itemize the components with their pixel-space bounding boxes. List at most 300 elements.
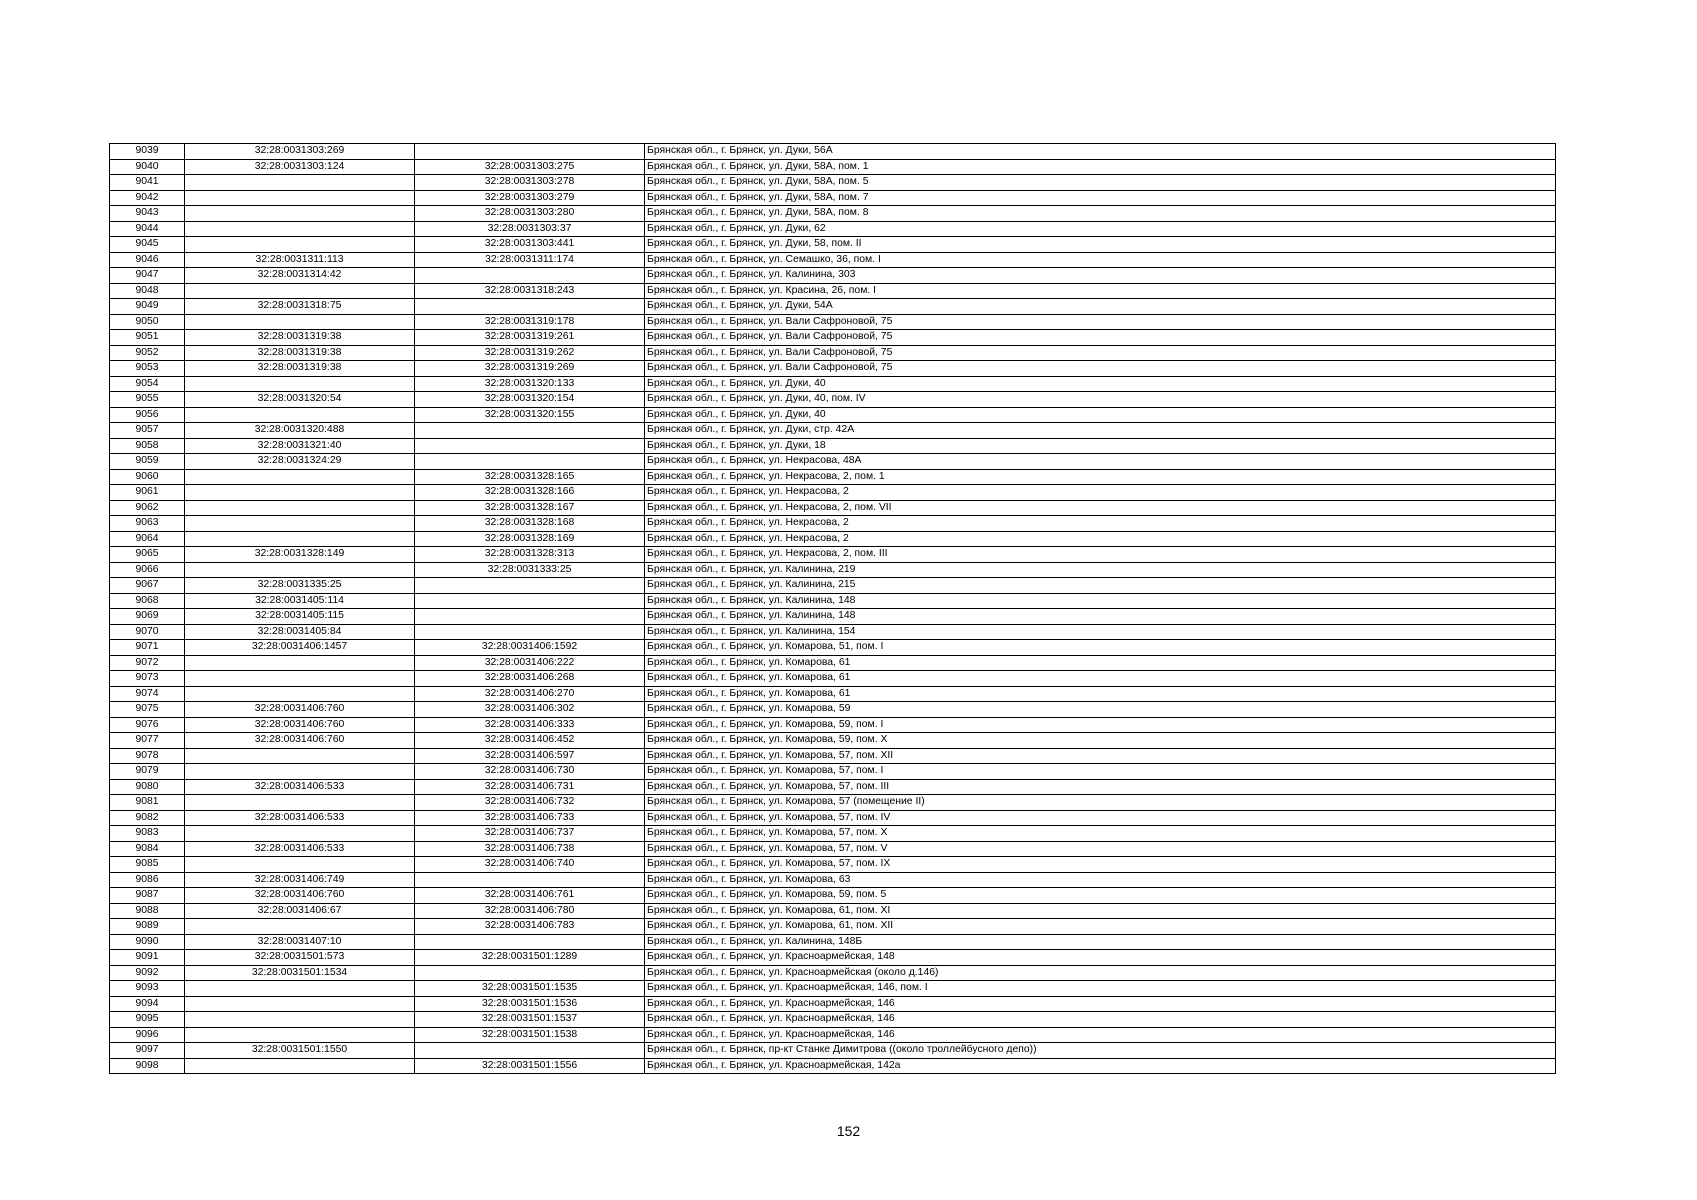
land-cadastral-number-cell: [185, 996, 415, 1012]
record-number-cell: 9070: [110, 624, 185, 640]
record-number-cell: 9064: [110, 531, 185, 547]
record-number-cell: 9049: [110, 299, 185, 315]
record-number-cell: 9044: [110, 221, 185, 237]
table-row: [110, 221, 1556, 237]
record-number-cell: 9081: [110, 795, 185, 811]
record-number-cell: 9063: [110, 516, 185, 532]
address-cell: Брянская обл., г. Брянск, ул. Семашко, 36, пом. I: [645, 252, 1556, 268]
address-cell: Брянская обл., г. Брянск, ул. Вали Сафроновой, 75: [645, 345, 1556, 361]
object-cadastral-number-cell: 32:28:0031406:333: [415, 717, 645, 733]
record-number-cell: 9074: [110, 686, 185, 702]
land-cadastral-number-cell: [185, 1012, 415, 1028]
record-number-cell: 9077: [110, 733, 185, 749]
land-cadastral-number-cell: 32:28:0031406:533: [185, 779, 415, 795]
land-cadastral-number-cell: [185, 686, 415, 702]
table-row: [110, 516, 1556, 532]
address-cell: Брянская обл., г. Брянск, ул. Калинина, 148: [645, 593, 1556, 609]
address-cell: Брянская обл., г. Брянск, ул. Некрасова, 2: [645, 485, 1556, 501]
address-cell: Брянская обл., г. Брянск, пр-кт Станке Димитрова ((около троллейбусного депо)): [645, 1043, 1556, 1059]
object-cadastral-number-cell: 32:28:0031406:302: [415, 702, 645, 718]
table-row: [110, 872, 1556, 888]
object-cadastral-number-cell: 32:28:0031406:733: [415, 810, 645, 826]
land-cadastral-number-cell: [185, 206, 415, 222]
object-cadastral-number-cell: 32:28:0031319:269: [415, 361, 645, 377]
table-row: [110, 144, 1556, 160]
land-cadastral-number-cell: [185, 516, 415, 532]
object-cadastral-number-cell: 32:28:0031406:452: [415, 733, 645, 749]
record-number-cell: 9067: [110, 578, 185, 594]
land-cadastral-number-cell: 32:28:0031406:533: [185, 810, 415, 826]
table-row: [110, 624, 1556, 640]
object-cadastral-number-cell: 32:28:0031406:738: [415, 841, 645, 857]
land-cadastral-number-cell: 32:28:0031311:113: [185, 252, 415, 268]
address-cell: Брянская обл., г. Брянск, ул. Красноармейская, 146: [645, 1027, 1556, 1043]
object-cadastral-number-cell: 32:28:0031406:1592: [415, 640, 645, 656]
address-cell: Брянская обл., г. Брянск, ул. Дуки, 62: [645, 221, 1556, 237]
land-cadastral-number-cell: [185, 376, 415, 392]
land-cadastral-number-cell: [185, 531, 415, 547]
land-cadastral-number-cell: [185, 826, 415, 842]
address-cell: Брянская обл., г. Брянск, ул. Калинина, 148Б: [645, 934, 1556, 950]
record-number-cell: 9094: [110, 996, 185, 1012]
land-cadastral-number-cell: 32:28:0031319:38: [185, 345, 415, 361]
land-cadastral-number-cell: [185, 857, 415, 873]
table-row: [110, 423, 1556, 439]
object-cadastral-number-cell: [415, 1043, 645, 1059]
address-cell: Брянская обл., г. Брянск, ул. Некрасова, 2: [645, 516, 1556, 532]
record-number-cell: 9091: [110, 950, 185, 966]
address-cell: Брянская обл., г. Брянск, ул. Вали Сафроновой, 75: [645, 361, 1556, 377]
table-row: [110, 981, 1556, 997]
record-number-cell: 9097: [110, 1043, 185, 1059]
table-row: [110, 810, 1556, 826]
table-row: [110, 950, 1556, 966]
record-number-cell: 9082: [110, 810, 185, 826]
object-cadastral-number-cell: [415, 438, 645, 454]
table-row: [110, 826, 1556, 842]
record-number-cell: 9039: [110, 144, 185, 160]
record-number-cell: 9059: [110, 454, 185, 470]
table-row: [110, 531, 1556, 547]
land-cadastral-number-cell: 32:28:0031319:38: [185, 361, 415, 377]
address-cell: Брянская обл., г. Брянск, ул. Калинина, 148: [645, 609, 1556, 625]
land-cadastral-number-cell: 32:28:0031406:760: [185, 888, 415, 904]
record-number-cell: 9060: [110, 469, 185, 485]
address-cell: Брянская обл., г. Брянск, ул. Комарова, 61, пом. XI: [645, 903, 1556, 919]
table-row: [110, 733, 1556, 749]
record-number-cell: 9051: [110, 330, 185, 346]
land-cadastral-number-cell: 32:28:0031406:533: [185, 841, 415, 857]
address-cell: Брянская обл., г. Брянск, ул. Дуки, 58А, пом. 5: [645, 175, 1556, 191]
object-cadastral-number-cell: [415, 624, 645, 640]
object-cadastral-number-cell: 32:28:0031406:780: [415, 903, 645, 919]
land-cadastral-number-cell: [185, 748, 415, 764]
record-number-cell: 9093: [110, 981, 185, 997]
object-cadastral-number-cell: [415, 872, 645, 888]
address-cell: Брянская обл., г. Брянск, ул. Комарова, 57, пом. XII: [645, 748, 1556, 764]
object-cadastral-number-cell: 32:28:0031328:313: [415, 547, 645, 563]
address-cell: Брянская обл., г. Брянск, ул. Комарова, 57, пом. I: [645, 764, 1556, 780]
table-row: [110, 206, 1556, 222]
object-cadastral-number-cell: 32:28:0031319:262: [415, 345, 645, 361]
registry-table-body: [110, 144, 1556, 1074]
object-cadastral-number-cell: 32:28:0031303:279: [415, 190, 645, 206]
land-cadastral-number-cell: 32:28:0031501:573: [185, 950, 415, 966]
land-cadastral-number-cell: 32:28:0031407:10: [185, 934, 415, 950]
table-row: [110, 717, 1556, 733]
object-cadastral-number-cell: 32:28:0031406:597: [415, 748, 645, 764]
object-cadastral-number-cell: [415, 144, 645, 160]
table-row: [110, 159, 1556, 175]
record-number-cell: 9050: [110, 314, 185, 330]
address-cell: Брянская обл., г. Брянск, ул. Некрасова, 2: [645, 531, 1556, 547]
object-cadastral-number-cell: 32:28:0031501:1536: [415, 996, 645, 1012]
table-row: [110, 841, 1556, 857]
address-cell: Брянская обл., г. Брянск, ул. Дуки, 56А: [645, 144, 1556, 160]
object-cadastral-number-cell: [415, 454, 645, 470]
object-cadastral-number-cell: 32:28:0031406:737: [415, 826, 645, 842]
object-cadastral-number-cell: 32:28:0031333:25: [415, 562, 645, 578]
address-cell: Брянская обл., г. Брянск, ул. Комарова, 61: [645, 671, 1556, 687]
table-row: [110, 299, 1556, 315]
object-cadastral-number-cell: 32:28:0031406:783: [415, 919, 645, 935]
address-cell: Брянская обл., г. Брянск, ул. Калинина, 215: [645, 578, 1556, 594]
object-cadastral-number-cell: 32:28:0031501:1537: [415, 1012, 645, 1028]
land-cadastral-number-cell: 32:28:0031406:760: [185, 717, 415, 733]
record-number-cell: 9054: [110, 376, 185, 392]
record-number-cell: 9080: [110, 779, 185, 795]
record-number-cell: 9046: [110, 252, 185, 268]
land-cadastral-number-cell: 32:28:0031324:29: [185, 454, 415, 470]
table-row: [110, 283, 1556, 299]
object-cadastral-number-cell: 32:28:0031406:732: [415, 795, 645, 811]
record-number-cell: 9072: [110, 655, 185, 671]
record-number-cell: 9055: [110, 392, 185, 408]
address-cell: Брянская обл., г. Брянск, ул. Вали Сафроновой, 75: [645, 314, 1556, 330]
record-number-cell: 9068: [110, 593, 185, 609]
table-row: [110, 655, 1556, 671]
table-row: [110, 1012, 1556, 1028]
land-cadastral-number-cell: [185, 469, 415, 485]
land-cadastral-number-cell: [185, 407, 415, 423]
land-cadastral-number-cell: [185, 562, 415, 578]
address-cell: Брянская обл., г. Брянск, ул. Вали Сафроновой, 75: [645, 330, 1556, 346]
object-cadastral-number-cell: 32:28:0031320:155: [415, 407, 645, 423]
object-cadastral-number-cell: 32:28:0031406:268: [415, 671, 645, 687]
address-cell: Брянская обл., г. Брянск, ул. Комарова, 57, пом. IV: [645, 810, 1556, 826]
table-row: [110, 996, 1556, 1012]
record-number-cell: 9073: [110, 671, 185, 687]
table-row: [110, 779, 1556, 795]
object-cadastral-number-cell: 32:28:0031303:275: [415, 159, 645, 175]
land-cadastral-number-cell: [185, 919, 415, 935]
object-cadastral-number-cell: 32:28:0031328:169: [415, 531, 645, 547]
table-row: [110, 702, 1556, 718]
record-number-cell: 9089: [110, 919, 185, 935]
address-cell: Брянская обл., г. Брянск, ул. Красноармейская, 148: [645, 950, 1556, 966]
land-cadastral-number-cell: 32:28:0031406:1457: [185, 640, 415, 656]
address-cell: Брянская обл., г. Брянск, ул. Некрасова, 48А: [645, 454, 1556, 470]
table-row: [110, 748, 1556, 764]
address-cell: Брянская обл., г. Брянск, ул. Дуки, 18: [645, 438, 1556, 454]
object-cadastral-number-cell: 32:28:0031328:168: [415, 516, 645, 532]
table-row: [110, 934, 1556, 950]
record-number-cell: 9056: [110, 407, 185, 423]
object-cadastral-number-cell: 32:28:0031406:270: [415, 686, 645, 702]
address-cell: Брянская обл., г. Брянск, ул. Дуки, стр. 42А: [645, 423, 1556, 439]
table-row: [110, 562, 1556, 578]
object-cadastral-number-cell: 32:28:0031406:740: [415, 857, 645, 873]
record-number-cell: 9086: [110, 872, 185, 888]
record-number-cell: 9042: [110, 190, 185, 206]
object-cadastral-number-cell: [415, 609, 645, 625]
address-cell: Брянская обл., г. Брянск, ул. Красина, 26, пом. I: [645, 283, 1556, 299]
table-row: [110, 640, 1556, 656]
land-cadastral-number-cell: 32:28:0031314:42: [185, 268, 415, 284]
record-number-cell: 9057: [110, 423, 185, 439]
object-cadastral-number-cell: [415, 268, 645, 284]
land-cadastral-number-cell: [185, 1058, 415, 1074]
land-cadastral-number-cell: [185, 795, 415, 811]
record-number-cell: 9043: [110, 206, 185, 222]
object-cadastral-number-cell: 32:28:0031311:174: [415, 252, 645, 268]
address-cell: Брянская обл., г. Брянск, ул. Дуки, 40: [645, 376, 1556, 392]
land-cadastral-number-cell: 32:28:0031319:38: [185, 330, 415, 346]
object-cadastral-number-cell: 32:28:0031303:37: [415, 221, 645, 237]
object-cadastral-number-cell: 32:28:0031303:280: [415, 206, 645, 222]
table-row: [110, 919, 1556, 935]
table-row: [110, 1058, 1556, 1074]
land-cadastral-number-cell: 32:28:0031303:124: [185, 159, 415, 175]
table-row: [110, 469, 1556, 485]
object-cadastral-number-cell: 32:28:0031501:1556: [415, 1058, 645, 1074]
object-cadastral-number-cell: 32:28:0031328:165: [415, 469, 645, 485]
land-cadastral-number-cell: 32:28:0031328:149: [185, 547, 415, 563]
address-cell: Брянская обл., г. Брянск, ул. Дуки, 58А, пом. 1: [645, 159, 1556, 175]
record-number-cell: 9048: [110, 283, 185, 299]
address-cell: Брянская обл., г. Брянск, ул. Дуки, 40: [645, 407, 1556, 423]
land-cadastral-number-cell: 32:28:0031406:749: [185, 872, 415, 888]
land-cadastral-number-cell: [185, 981, 415, 997]
address-cell: Брянская обл., г. Брянск, ул. Некрасова, 2, пом. III: [645, 547, 1556, 563]
address-cell: Брянская обл., г. Брянск, ул. Комарова, 57, пом. III: [645, 779, 1556, 795]
table-row: [110, 407, 1556, 423]
land-cadastral-number-cell: 32:28:0031501:1534: [185, 965, 415, 981]
address-cell: Брянская обл., г. Брянск, ул. Комарова, 61, пом. XII: [645, 919, 1556, 935]
record-number-cell: 9071: [110, 640, 185, 656]
address-cell: Брянская обл., г. Брянск, ул. Дуки, 58А, пом. 7: [645, 190, 1556, 206]
land-cadastral-number-cell: [185, 500, 415, 516]
record-number-cell: 9090: [110, 934, 185, 950]
address-cell: Брянская обл., г. Брянск, ул. Комарова, 61: [645, 686, 1556, 702]
address-cell: Брянская обл., г. Брянск, ул. Комарова, 63: [645, 872, 1556, 888]
object-cadastral-number-cell: 32:28:0031303:441: [415, 237, 645, 253]
table-row: [110, 903, 1556, 919]
address-cell: Брянская обл., г. Брянск, ул. Некрасова, 2, пом. 1: [645, 469, 1556, 485]
object-cadastral-number-cell: [415, 299, 645, 315]
object-cadastral-number-cell: [415, 965, 645, 981]
table-row: [110, 454, 1556, 470]
land-cadastral-number-cell: 32:28:0031406:760: [185, 702, 415, 718]
record-number-cell: 9061: [110, 485, 185, 501]
object-cadastral-number-cell: 32:28:0031328:167: [415, 500, 645, 516]
object-cadastral-number-cell: 32:28:0031319:178: [415, 314, 645, 330]
record-number-cell: 9092: [110, 965, 185, 981]
address-cell: Брянская обл., г. Брянск, ул. Красноармейская, 146: [645, 996, 1556, 1012]
record-number-cell: 9053: [110, 361, 185, 377]
table-row: [110, 330, 1556, 346]
land-cadastral-number-cell: 32:28:0031405:114: [185, 593, 415, 609]
table-row: [110, 1043, 1556, 1059]
land-cadastral-number-cell: [185, 221, 415, 237]
land-cadastral-number-cell: [185, 671, 415, 687]
object-cadastral-number-cell: 32:28:0031303:278: [415, 175, 645, 191]
table-row: [110, 500, 1556, 516]
record-number-cell: 9075: [110, 702, 185, 718]
address-cell: Брянская обл., г. Брянск, ул. Комарова, 59, пом. X: [645, 733, 1556, 749]
address-cell: Брянская обл., г. Брянск, ул. Калинина, 303: [645, 268, 1556, 284]
object-cadastral-number-cell: [415, 593, 645, 609]
table-row: [110, 314, 1556, 330]
land-cadastral-number-cell: [185, 190, 415, 206]
record-number-cell: 9079: [110, 764, 185, 780]
address-cell: Брянская обл., г. Брянск, ул. Комарова, 57, пом. X: [645, 826, 1556, 842]
address-cell: Брянская обл., г. Брянск, ул. Комарова, 59, пом. 5: [645, 888, 1556, 904]
land-cadastral-number-cell: 32:28:0031318:75: [185, 299, 415, 315]
land-cadastral-number-cell: [185, 237, 415, 253]
address-cell: Брянская обл., г. Брянск, ул. Комарова, 57, пом. IX: [645, 857, 1556, 873]
object-cadastral-number-cell: 32:28:0031320:133: [415, 376, 645, 392]
address-cell: Брянская обл., г. Брянск, ул. Комарова, 61: [645, 655, 1556, 671]
table-row: [110, 237, 1556, 253]
address-cell: Брянская обл., г. Брянск, ул. Калинина, 219: [645, 562, 1556, 578]
table-row: [110, 376, 1556, 392]
address-cell: Брянская обл., г. Брянск, ул. Комарова, 57 (помещение II): [645, 795, 1556, 811]
record-number-cell: 9045: [110, 237, 185, 253]
land-cadastral-number-cell: 32:28:0031501:1550: [185, 1043, 415, 1059]
record-number-cell: 9047: [110, 268, 185, 284]
address-cell: Брянская обл., г. Брянск, ул. Комарова, 59: [645, 702, 1556, 718]
table-row: [110, 361, 1556, 377]
land-cadastral-number-cell: [185, 764, 415, 780]
record-number-cell: 9087: [110, 888, 185, 904]
object-cadastral-number-cell: 32:28:0031320:154: [415, 392, 645, 408]
land-cadastral-number-cell: 32:28:0031406:67: [185, 903, 415, 919]
record-number-cell: 9058: [110, 438, 185, 454]
record-number-cell: 9065: [110, 547, 185, 563]
object-cadastral-number-cell: 32:28:0031319:261: [415, 330, 645, 346]
object-cadastral-number-cell: 32:28:0031328:166: [415, 485, 645, 501]
page-number: 152: [836, 1123, 861, 1139]
table-row: [110, 857, 1556, 873]
table-row: [110, 888, 1556, 904]
address-cell: Брянская обл., г. Брянск, ул. Дуки, 58, пом. II: [645, 237, 1556, 253]
record-number-cell: 9052: [110, 345, 185, 361]
table-row: [110, 593, 1556, 609]
record-number-cell: 9066: [110, 562, 185, 578]
address-cell: Брянская обл., г. Брянск, ул. Комарова, 57, пом. V: [645, 841, 1556, 857]
address-cell: Брянская обл., г. Брянск, ул. Дуки, 40, пом. IV: [645, 392, 1556, 408]
record-number-cell: 9088: [110, 903, 185, 919]
table-row: [110, 1027, 1556, 1043]
record-number-cell: 9098: [110, 1058, 185, 1074]
record-number-cell: 9041: [110, 175, 185, 191]
object-cadastral-number-cell: [415, 578, 645, 594]
object-cadastral-number-cell: 32:28:0031406:730: [415, 764, 645, 780]
table-row: [110, 190, 1556, 206]
table-row: [110, 392, 1556, 408]
table-row: [110, 438, 1556, 454]
table-row: [110, 578, 1556, 594]
table-row: [110, 671, 1556, 687]
land-cadastral-number-cell: [185, 175, 415, 191]
address-cell: Брянская обл., г. Брянск, ул. Калинина, 154: [645, 624, 1556, 640]
table-row: [110, 485, 1556, 501]
land-cadastral-number-cell: [185, 283, 415, 299]
property-registry-table: [109, 143, 1556, 1074]
record-number-cell: 9083: [110, 826, 185, 842]
object-cadastral-number-cell: 32:28:0031318:243: [415, 283, 645, 299]
land-cadastral-number-cell: 32:28:0031405:84: [185, 624, 415, 640]
table-row: [110, 268, 1556, 284]
record-number-cell: 9040: [110, 159, 185, 175]
address-cell: Брянская обл., г. Брянск, ул. Красноармейская, 146, пом. I: [645, 981, 1556, 997]
object-cadastral-number-cell: 32:28:0031501:1535: [415, 981, 645, 997]
address-cell: Брянская обл., г. Брянск, ул. Красноармейская, 146: [645, 1012, 1556, 1028]
land-cadastral-number-cell: 32:28:0031320:54: [185, 392, 415, 408]
record-number-cell: 9062: [110, 500, 185, 516]
land-cadastral-number-cell: 32:28:0031405:115: [185, 609, 415, 625]
table-row: [110, 609, 1556, 625]
record-number-cell: 9076: [110, 717, 185, 733]
table-row: [110, 764, 1556, 780]
object-cadastral-number-cell: 32:28:0031501:1289: [415, 950, 645, 966]
object-cadastral-number-cell: 32:28:0031406:731: [415, 779, 645, 795]
object-cadastral-number-cell: [415, 934, 645, 950]
land-cadastral-number-cell: [185, 1027, 415, 1043]
land-cadastral-number-cell: 32:28:0031320:488: [185, 423, 415, 439]
land-cadastral-number-cell: [185, 655, 415, 671]
table-row: [110, 175, 1556, 191]
land-cadastral-number-cell: 32:28:0031303:269: [185, 144, 415, 160]
address-cell: Брянская обл., г. Брянск, ул. Дуки, 54А: [645, 299, 1556, 315]
land-cadastral-number-cell: [185, 314, 415, 330]
record-number-cell: 9096: [110, 1027, 185, 1043]
land-cadastral-number-cell: 32:28:0031335:25: [185, 578, 415, 594]
record-number-cell: 9069: [110, 609, 185, 625]
record-number-cell: 9085: [110, 857, 185, 873]
object-cadastral-number-cell: [415, 423, 645, 439]
table-row: [110, 686, 1556, 702]
table-row: [110, 345, 1556, 361]
record-number-cell: 9078: [110, 748, 185, 764]
table-row: [110, 252, 1556, 268]
table-row: [110, 547, 1556, 563]
table-row: [110, 795, 1556, 811]
address-cell: Брянская обл., г. Брянск, ул. Красноармейская (около д.146): [645, 965, 1556, 981]
address-cell: Брянская обл., г. Брянск, ул. Красноармейская, 142а: [645, 1058, 1556, 1074]
object-cadastral-number-cell: 32:28:0031406:222: [415, 655, 645, 671]
address-cell: Брянская обл., г. Брянск, ул. Комарова, 59, пом. I: [645, 717, 1556, 733]
address-cell: Брянская обл., г. Брянск, ул. Дуки, 58А, пом. 8: [645, 206, 1556, 222]
object-cadastral-number-cell: 32:28:0031501:1538: [415, 1027, 645, 1043]
land-cadastral-number-cell: 32:28:0031406:760: [185, 733, 415, 749]
land-cadastral-number-cell: 32:28:0031321:40: [185, 438, 415, 454]
record-number-cell: 9084: [110, 841, 185, 857]
land-cadastral-number-cell: [185, 485, 415, 501]
record-number-cell: 9095: [110, 1012, 185, 1028]
table-row: [110, 965, 1556, 981]
